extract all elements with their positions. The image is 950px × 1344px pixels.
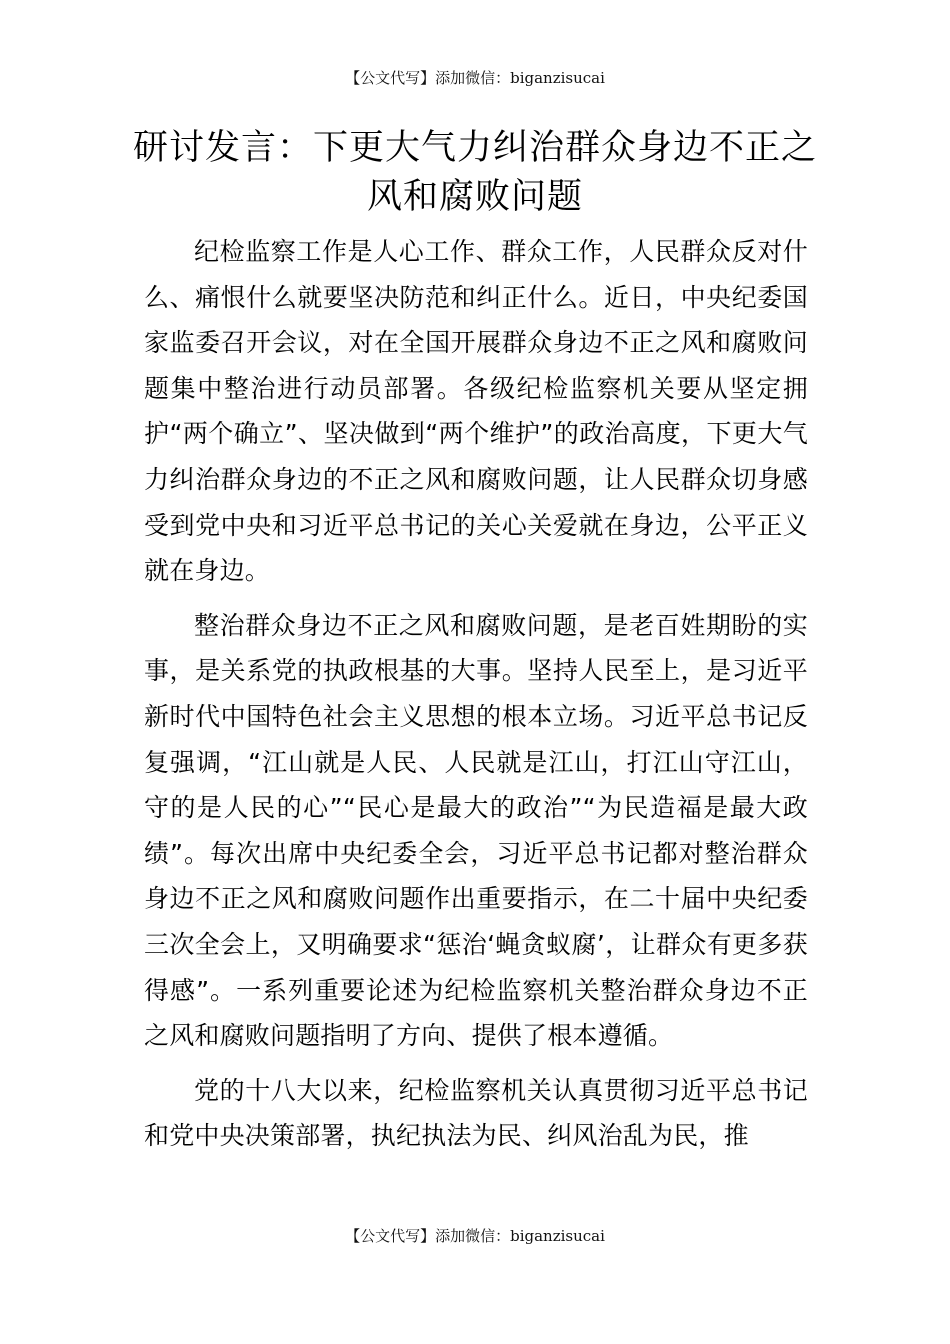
body-paragraph-2: 整治群众身边不正之风和腐败问题，是老百姓期盼的实事，是关系党的执政根基的大事。坚持人民至上，是习近平新时代中国特色社会主义思想的根本立场。习近平总书记反复强调，“江山就是人民、人民就是江山，打江山守江山，守的是人民的心”“民心是最大的政治”“为民造福是最大政绩”。每次出席中央纪委全会，习近平总书记都对整治群众身边不正之风和腐败问题作出重要指示，在二十届中央纪委三次全会上，又明确要求“惩治‘蝇贪蚁腐’，让群众有更多获得感”。一系列重要论述为纪检监察机关整治群众身边不正之风和腐败问题指明了方向、提供了根本遵循。 (144, 610, 808, 1051)
body-paragraph-1: 纪检监察工作是人心工作、群众工作，人民群众反对什么、痛恨什么就要坚决防范和纠正什么。近日，中央纪委国家监委召开会议，对在全国开展群众身边不正之风和腐败问题集中整治进行动员部署。各级纪检监察机关要从坚定拥护“两个确立”、坚决做到“两个维护”的政治高度，下更大气力纠治群众身边的不正之风和腐败问题，让人民群众切身感受到党中央和习近平总书记的关心关爱就在身边，公平正义就在身边。 (144, 237, 808, 586)
document-body (144, 229, 808, 1168)
document-title (100, 124, 850, 222)
title-line-2: 风和腐败问题 (366, 177, 583, 217)
body-paragraph-3: 党的十八大以来，纪检监察机关认真贯彻习近平总书记和党中央决策部署，执纪执法为民、纠风治乱为民，推 (144, 1075, 808, 1151)
page-header-watermark: 【公文代写】添加微信：biganzisucai (345, 69, 605, 87)
title-line-1: 研讨发言：下更大气力纠治群众身边不正之 (132, 128, 817, 168)
page-footer-watermark: 【公文代写】添加微信：biganzisucai (345, 1227, 605, 1245)
